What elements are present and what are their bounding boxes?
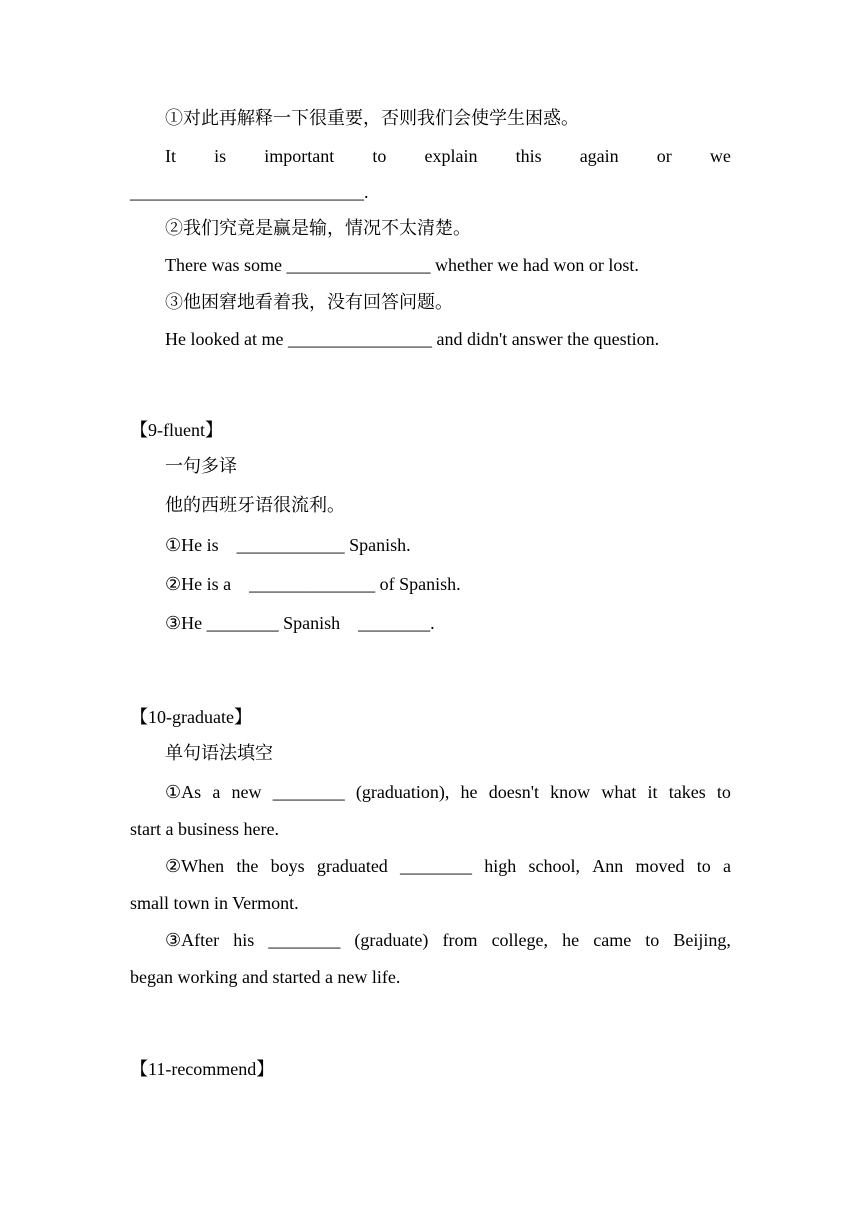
q1-english-blank: __________________________.	[130, 182, 369, 202]
word: ________	[400, 856, 473, 876]
section-9-subtitle: 一句多译	[165, 456, 237, 476]
word: doesn't	[488, 782, 539, 802]
word: his	[233, 930, 255, 950]
section-10-q2-line2: small town in Vermont.	[130, 893, 299, 913]
word: Beijing,	[673, 930, 731, 950]
word: ②When	[165, 856, 225, 876]
word: to	[372, 146, 387, 166]
word: explain	[424, 146, 478, 166]
section-10-subtitle: 单句语法填空	[165, 743, 273, 763]
word: is	[214, 146, 227, 166]
word: ________	[268, 930, 341, 950]
word: to	[716, 782, 731, 802]
section-10-q1-line1	[165, 780, 731, 804]
word: school,	[528, 856, 581, 876]
word: moved	[635, 856, 685, 876]
word: this	[515, 146, 542, 166]
word: high	[484, 856, 517, 876]
word: to	[696, 856, 711, 876]
word: we	[709, 146, 731, 166]
word: it	[647, 782, 658, 802]
word: he	[562, 930, 580, 950]
word: came	[593, 930, 632, 950]
q3-english: He looked at me ________________ and didn't answer the question.	[165, 329, 660, 349]
q2-chinese: ②我们究竟是赢是输，情况不太清楚。	[165, 218, 471, 238]
section-9-item-2: ②He is a ______________ of Spanish.	[165, 574, 461, 594]
section-10-q3-line2: began working and started a new life.	[130, 967, 401, 987]
q1-chinese: ①对此再解释一下很重要，否则我们会使学生困惑。	[165, 108, 579, 128]
word: new	[231, 782, 262, 802]
word: important	[264, 146, 335, 166]
word: what	[601, 782, 637, 802]
q3-chinese: ③他困窘地看着我，没有回答问题。	[165, 292, 453, 312]
section-10-q2-line1	[165, 854, 731, 878]
word: Ann	[592, 856, 624, 876]
section-10-q1-line2: start a business here.	[130, 819, 279, 839]
word: or	[656, 146, 672, 166]
word: (graduate)	[354, 930, 429, 950]
word: from	[442, 930, 478, 950]
word: takes	[668, 782, 706, 802]
section-9-item-1: ①He is ____________ Spanish.	[165, 535, 411, 555]
q1-english-line1	[165, 144, 731, 168]
word: to	[645, 930, 660, 950]
section-11-heading: 【11-recommend】	[130, 1059, 275, 1079]
word: a	[722, 856, 731, 876]
q2-english: There was some ________________ whether we had won or lost.	[165, 255, 639, 275]
word: ③After	[165, 930, 220, 950]
word: again	[579, 146, 619, 166]
word: graduated	[316, 856, 388, 876]
word: a	[212, 782, 221, 802]
word: It	[165, 146, 176, 166]
word: know	[550, 782, 591, 802]
word: (graduation),	[355, 782, 450, 802]
word: the	[236, 856, 259, 876]
section-9-item-3: ③He ________ Spanish ________.	[165, 613, 435, 633]
section-9-heading: 【9-fluent】	[130, 420, 223, 440]
word: he	[460, 782, 478, 802]
section-10-heading: 【10-graduate】	[130, 707, 252, 727]
section-10-q3-line1	[165, 928, 731, 952]
word: ________	[272, 782, 345, 802]
word: boys	[270, 856, 305, 876]
section-9-prompt: 他的西班牙语很流利。	[165, 495, 345, 515]
word: college,	[491, 930, 549, 950]
word: ①As	[165, 782, 202, 802]
